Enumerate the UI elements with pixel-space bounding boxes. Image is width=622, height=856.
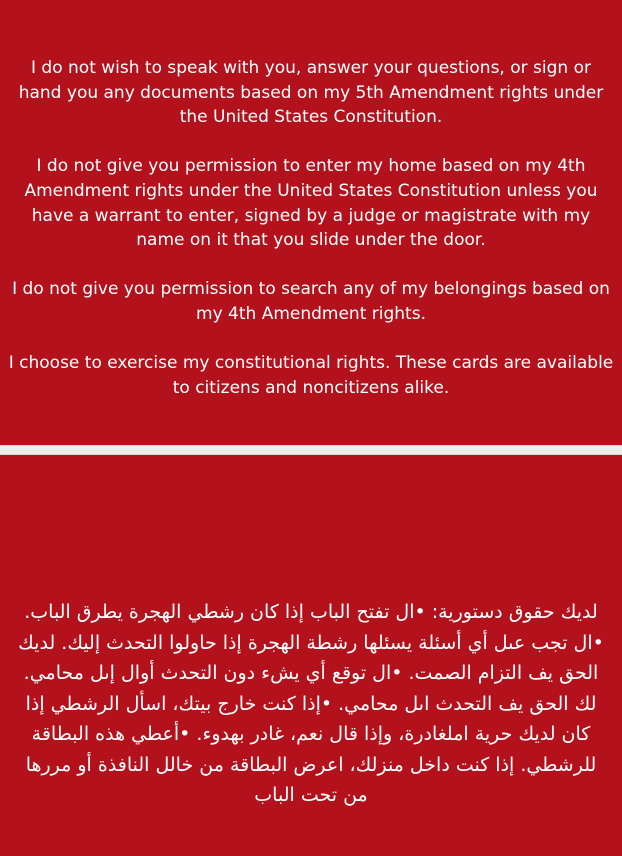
english-rights-text <box>8 56 614 400</box>
arabic-rights-text: لديك حقوق دستورية: •ال تفتح الباب إذا كان رشطي الهجرة يطرق الباب. •ال تجب عىل أي أسئلة يسئلها رشطة الهجرة إذا حاولوا التحدث إليك. لديك الحق يف التزام الصمت. •ال توقع أي يشء دون التحدث أوال إىل محامي. لك الحق يف التحدث اىل محامي. •إذا كنت خارج بيتك، اسأل الرشطي إذا كان لديك حرية املغادرة، وإذا قال نعم، غادر بهدوء. •أعطي هذه البطاقة للرشطي. إذا كنت داخل منزلك، اعرض البطاقة من خالل النافذة أو مررها من تحت الباب <box>18 601 604 806</box>
arabic-rights-card <box>0 455 622 856</box>
constitutional-rights-paragraph: I choose to exercise my constitutional rights. These cards are available to citizens and noncitizens alike. <box>8 353 614 398</box>
fifth-amendment-paragraph: I do not wish to speak with you, answer your questions, or sign or hand you any documents based on my 5th Amendment rights under the United States Constitution. <box>18 58 604 128</box>
fourth-amendment-home-paragraph: I do not give you permission to enter my home based on my 4th Amendment rights under the United States Constitution unless you have a warrant to enter, signed by a judge or magistrate with my name on it that you slide under the door. <box>24 156 598 251</box>
fourth-amendment-search-paragraph: I do not give you permission to search any of my belongings based on my 4th Amendment rights. <box>12 279 610 324</box>
card-divider <box>0 445 622 455</box>
